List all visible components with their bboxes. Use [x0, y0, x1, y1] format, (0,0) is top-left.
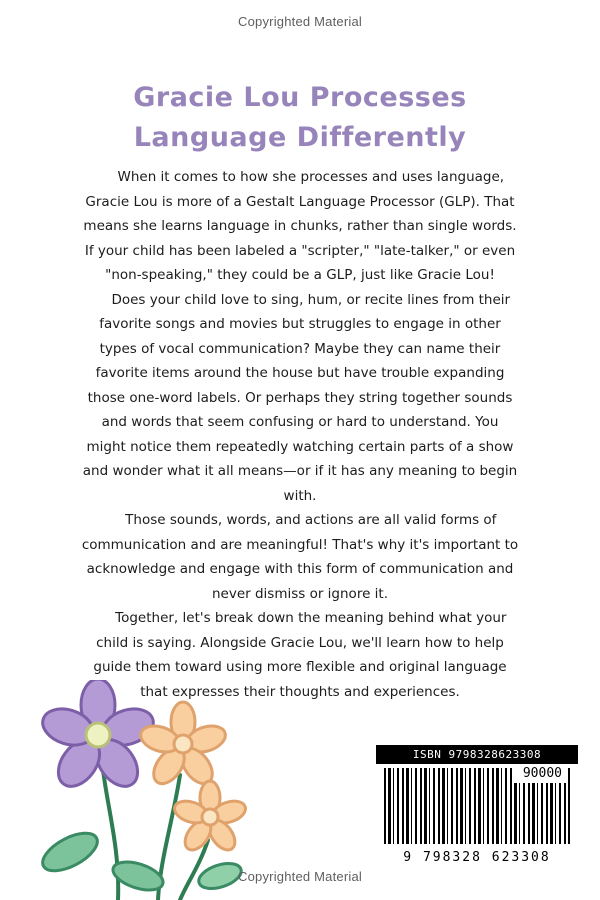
flowers-illustration	[8, 680, 248, 900]
back-cover-blurb	[80, 165, 520, 704]
peach-flower-lower	[172, 781, 248, 855]
blurb-paragraph: Together, let's break down the meaning behind what your child is saying. Alongside Gracie Lou, we'll learn how to help guide them toward using more flexible and original language that expresses their thoughts and experiences.	[93, 610, 507, 700]
book-title-line2: Language Differently	[133, 122, 467, 153]
book-title	[0, 78, 600, 158]
copyright-watermark-top: Copyrighted Material	[238, 14, 362, 29]
isbn-label: ISBN 9798328623308	[376, 745, 578, 764]
barcode-price-code: 90000	[513, 766, 568, 783]
copyright-watermark-bottom: Copyrighted Material	[238, 869, 362, 884]
book-title-line1: Gracie Lou Processes	[133, 82, 467, 113]
barcode-bars-area	[376, 764, 578, 848]
barcode-block	[376, 745, 578, 870]
blurb-paragraph: Those sounds, words, and actions are all valid forms of communication and are meaningful! That's why it's important to acknowledge and engage with this form of communication and never dismiss or ignore it.	[81, 512, 519, 602]
blurb-paragraph: When it comes to how she processes and uses language, Gracie Lou is more of a Gestalt Language Processor (GLP). That means she learns language in chunks, rather than single words. If your child has been labeled a "scripter," "late-talker," or even "non-speaking," they could be a GLP, just like Gracie Lou!	[83, 169, 517, 283]
barcode-digits: 9 798328 623308	[376, 848, 578, 870]
blurb-paragraph: Does your child love to sing, hum, or recite lines from their favorite songs and movies but struggles to engage in other types of vocal communication? Maybe they can name their favorite items around the house but have trouble expanding those one-word labels. Or perhaps they string together sounds and words that seem confusing or hard to understand. You might notice them repeatedly watching certain parts of a show and wonder what it all means—or if it has any meaning to begin with.	[82, 291, 518, 504]
